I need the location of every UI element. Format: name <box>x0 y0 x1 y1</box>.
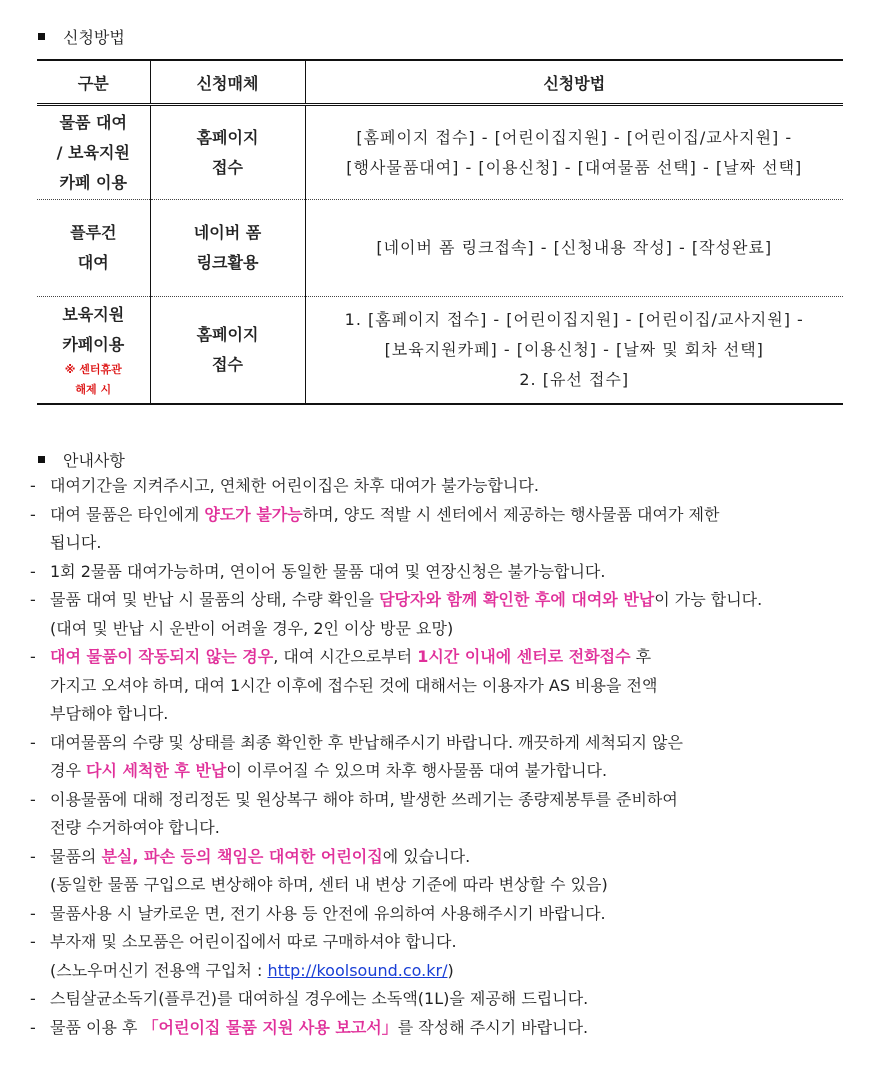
dash-bullet: - <box>30 789 36 809</box>
dash-bullet: - <box>30 932 36 951</box>
notice-fragment: 물품 대여 및 반납 시 물품의 상태, 수량 확인을 <box>50 590 380 609</box>
table-row <box>37 105 843 200</box>
notice-text: 1회 2물품 대여가능하며, 연이어 동일한 물품 대여 및 연장신청은 불가능합니다. <box>50 561 606 581</box>
table-row <box>37 200 843 297</box>
notice-highlight: 다시 세척한 후 반납 <box>86 761 227 780</box>
medium-cell <box>150 200 305 297</box>
notice-fragment: 이 이루어질 수 있으며 차후 행사물품 대여 불가합니다. <box>226 761 608 780</box>
dash-bullet: - <box>30 732 36 752</box>
list-item <box>30 586 838 615</box>
list-item <box>30 1014 838 1043</box>
dash-bullet: - <box>30 647 36 666</box>
notice-fragment: 하며, 양도 적발 시 센터에서 제공하는 행사물품 대여가 제한 <box>302 504 720 524</box>
method-line: 2. [유선 접수] <box>519 369 630 389</box>
table-row <box>37 297 843 404</box>
notice-text <box>50 643 838 672</box>
header-method: 신청방법 <box>305 60 843 105</box>
notice-highlight: 분실, 파손 등의 책임은 대여한 어린이집 <box>101 846 383 866</box>
category-line: 카페이용 <box>62 334 125 354</box>
notice-fragment: 물품 이용 후 <box>50 1017 143 1037</box>
list-item <box>30 786 838 815</box>
notice-text <box>50 1014 838 1043</box>
method-cell <box>305 200 843 297</box>
notice-continuation: (동일한 물품 구입으로 변상해야 하며, 센터 내 변상 기준에 따라 변상할 수 있음) <box>50 875 608 894</box>
notice-continuation: 부담해야 합니다. <box>50 704 169 723</box>
dash-bullet: - <box>30 590 36 609</box>
notice-fragment: , 대여 시간으로부터 <box>273 647 418 666</box>
section-title-text: 안내사항 <box>63 451 125 470</box>
dash-bullet: - <box>30 1017 36 1037</box>
notice-highlight: 담당자와 함께 확인한 후에 대여와 반납 <box>379 590 655 609</box>
notice-fragment: 후 <box>630 647 652 666</box>
dash-bullet: - <box>30 476 36 495</box>
koolsound-link[interactable]: http://koolsound.co.kr/ <box>267 960 448 980</box>
header-category: 구분 <box>37 60 150 105</box>
notice-highlight: 1시간 이내에 센터로 전화접수 <box>417 647 631 666</box>
notice-text <box>50 586 838 615</box>
notice-fragment: 경우 <box>50 761 86 780</box>
notice-text <box>50 843 838 872</box>
category-note: ※ 센터휴관 <box>64 362 122 376</box>
method-line: 1. [홈페이지 접수] - [어린이집지원] - [어린이집/교사지원] - <box>344 309 804 329</box>
method-cell <box>305 105 843 200</box>
notice-list <box>30 472 838 1042</box>
list-item <box>30 985 838 1014</box>
list-item <box>30 501 838 530</box>
notice-highlight: 「어린이집 물품 지원 사용 보고서」 <box>142 1017 398 1037</box>
list-item <box>30 643 838 672</box>
list-item <box>30 900 838 929</box>
medium-line: 접수 <box>212 157 243 177</box>
dash-bullet: - <box>30 504 36 524</box>
notice-text: 대여물품의 수량 및 상태를 최종 확인한 후 반납해주시기 바랍니다. 깨끗하게 세척되지 않은 <box>50 732 683 752</box>
notice-continuation <box>30 957 838 986</box>
list-item <box>30 729 838 758</box>
medium-line: 홈페이지 <box>196 127 259 147</box>
notice-continuation: 가지고 오셔야 하며, 대여 1시간 이후에 접수된 것에 대해서는 이용자가 AS 비용을 전액 <box>50 675 658 695</box>
notice-highlight: 양도가 불가능 <box>204 504 303 524</box>
dash-bullet: - <box>30 561 36 581</box>
category-line: 대여 <box>77 253 109 272</box>
category-line: 플루건 <box>70 223 117 242</box>
application-method-table <box>37 59 843 405</box>
notice-continuation: 됩니다. <box>50 533 102 552</box>
notice-fragment: 를 작성해 주시기 바랍니다. <box>397 1017 589 1037</box>
method-line: [홈페이지 접수] - [어린이집지원] - [어린이집/교사지원] - <box>356 127 793 147</box>
notice-fragment: 대여 물품은 타인에게 <box>50 504 205 524</box>
medium-line: 홈페이지 <box>196 324 259 344</box>
notice-text: 스팀살균소독기(플루건)를 대여하실 경우에는 소독액(1L)을 제공해 드립니다. <box>50 989 589 1008</box>
section-title-apply <box>38 25 125 48</box>
method-line: [네이버 폼 링크접속] - [신청내용 작성] - [작성완료] <box>376 238 773 257</box>
method-cell <box>305 297 843 404</box>
notice-text: 물품사용 시 날카로운 면, 전기 사용 등 안전에 유의하여 사용해주시기 바랍니다. <box>50 903 606 923</box>
notice-fragment: ) <box>447 960 454 980</box>
category-cell <box>37 200 150 297</box>
medium-line: 네이버 폼 <box>193 223 262 242</box>
method-line: [보육지원카페] - [이용신청] - [날짜 및 회차 선택] <box>384 339 764 359</box>
category-line: / 보육지원 <box>56 142 130 162</box>
list-item <box>30 472 838 501</box>
notice-text: 부자재 및 소모품은 어린이집에서 따로 구매하셔야 합니다. <box>50 932 457 951</box>
header-medium: 신청매체 <box>150 60 305 105</box>
notice-fragment: 물품의 <box>50 846 102 866</box>
notice-text <box>50 501 838 530</box>
notice-continuation <box>30 757 838 786</box>
notice-fragment: (스노우머신기 전용액 구입처 : <box>50 960 268 980</box>
dash-bullet: - <box>30 989 36 1008</box>
method-line: [행사물품대여] - [이용신청] - [대여물품 선택] - [날짜 선택] <box>346 157 803 177</box>
section-title-notice <box>38 448 125 471</box>
category-line: 물품 대여 <box>59 112 127 132</box>
medium-cell <box>150 297 305 404</box>
medium-cell <box>150 105 305 200</box>
notice-continuation: 전량 수거하여야 합니다. <box>50 818 220 837</box>
category-cell <box>37 297 150 404</box>
medium-line: 접수 <box>212 354 243 374</box>
notice-continuation: (대여 및 반납 시 운반이 어려울 경우, 2인 이상 방문 요망) <box>50 618 454 638</box>
list-item <box>30 843 838 872</box>
category-line: 보육지원 <box>62 304 125 324</box>
notice-highlight: 대여 물품이 작동되지 않는 경우 <box>50 647 274 666</box>
section-title-text: 신청방법 <box>63 28 125 47</box>
medium-line: 링크활용 <box>196 253 259 272</box>
notice-text: 이용물품에 대해 정리정돈 및 원상복구 해야 하며, 발생한 쓰레기는 종량제봉투를 준비하여 <box>50 789 678 809</box>
category-line: 카페 이용 <box>59 172 127 192</box>
square-bullet-icon <box>38 456 45 463</box>
notice-text: 대여기간을 지켜주시고, 연체한 어린이집은 차후 대여가 불가능합니다. <box>50 476 539 495</box>
square-bullet-icon <box>38 33 45 40</box>
table-header-row <box>37 60 843 105</box>
category-cell <box>37 105 150 200</box>
notice-fragment: 에 있습니다. <box>382 846 471 866</box>
notice-fragment: 이 가능 합니다. <box>654 590 763 609</box>
dash-bullet: - <box>30 903 36 923</box>
list-item <box>30 558 838 587</box>
list-item <box>30 928 838 957</box>
category-note: 해제 시 <box>75 382 112 396</box>
dash-bullet: - <box>30 846 36 866</box>
